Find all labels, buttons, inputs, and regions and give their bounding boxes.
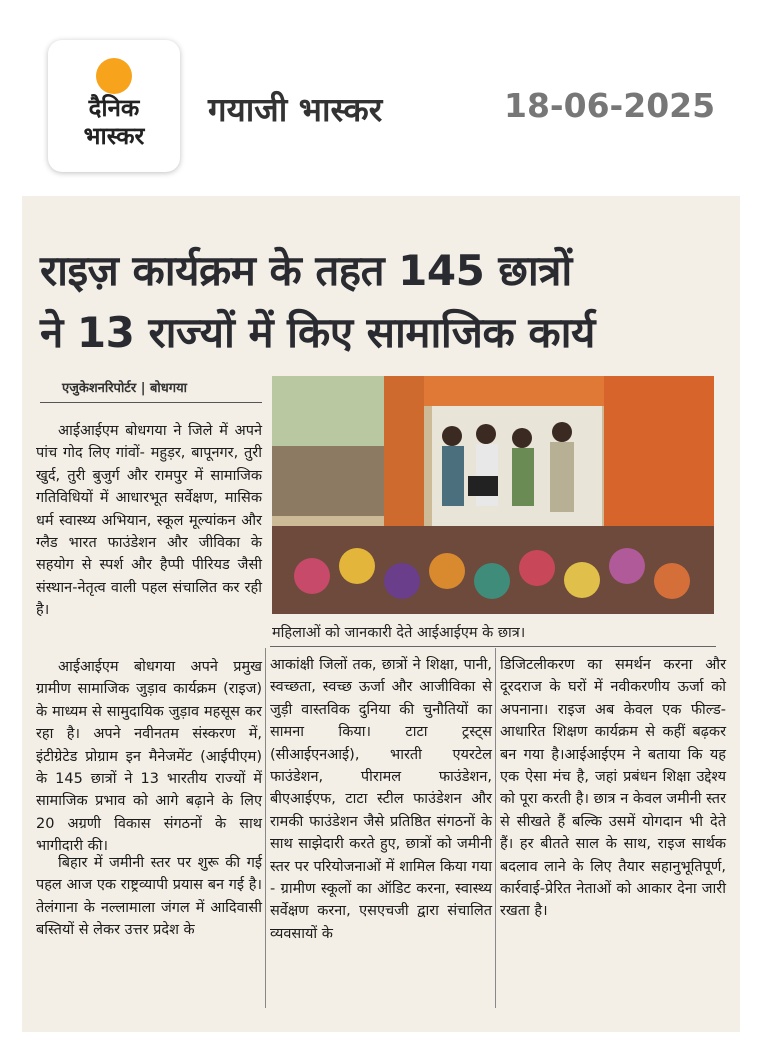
- article-column-2: [270, 654, 492, 945]
- publication-date: 18-06-2025: [504, 86, 716, 125]
- paragraph-3: बिहार में जमीनी स्तर पर शुरू की गई पहल आज एक राष्ट्रव्यापी प्रयास बन गई है। तेलंगाना के नल्लामाला जंगल में आदिवासी बस्तियों से लेकर उत्तर प्रदेश के: [36, 855, 262, 939]
- logo-line2: भास्कर: [83, 122, 145, 150]
- byline-divider: [40, 402, 262, 403]
- photo-caption: महिलाओं को जानकारी देते आईआईएम के छात्र।: [272, 625, 526, 641]
- article-column-1-middle: [36, 656, 262, 858]
- paragraph-2: आईआईएम बोधगया अपने प्रमुख ग्रामीण सामाजिक जुड़ाव कार्यक्रम (राइज) के माध्यम से सामुदायिक जुड़ाव महसूस कर रहा है। अपने नवीनतम संस्करण में, इंटीग्रेटेड प्रोग्राम इन मैनेजमेंट (आईपीएम) के 145 छात्रों ने 13 भारतीय राज्यों में सामाजिक प्रभाव को आगे बढ़ाने के लिए 20 अग्रणी विकास संगठनों के साथ भागीदारी की।: [36, 659, 262, 855]
- headline-line1: राइज़ कार्यक्रम के तहत 145 छात्रों: [40, 246, 572, 295]
- paragraph-4: आकांक्षी जिलों तक, छात्रों ने शिक्षा, पानी, स्वच्छता, स्वच्छ ऊर्जा और आजीविका से जुड़ी वास्तविक दुनिया की चुनौतियों का सामना किया। टाटा ट्रस्ट्स (सीआईएनआई), भारती एयरटेल फाउंडेशन, पीरामल फाउंडेशन, बीएआईएफ, टाटा स्टील फाउंडेशन और रामकी फाउंडेशन जैसे प्रतिष्ठित संगठनों के साथ साझेदारी करते हुए, छात्रों को जमीनी स्तर पर परियोजनाओं में शामिल किया गया - ग्रामीण स्कूलों का ऑडिट करना, स्वास्थ्य सर्वेक्षण करना, एसएचजी द्वारा संचालित व्यवसायों के: [270, 657, 492, 942]
- column-divider-2: [495, 648, 496, 1008]
- newspaper-clipping: [22, 196, 740, 1032]
- article-column-3: [500, 654, 726, 923]
- paragraph-1: आईआईएम बोधगया ने जिले में अपने पांच गोद लिए गांवों- महुड़र, बापूनगर, तुरी खुर्द, तुरी बुजुर्ग और रामपुर में सामाजिक गतिविधियों में आधारभूत सर्वेक्षण, मासिक धर्म स्वास्थ्य अभियान, स्कूल मूल्यांकन और ग्लैड भारत फाउंडेशन और जीविका के सहयोग से स्पर्श और हैप्पी पीरियड जैसी संस्थान-नेतृत्व वाली पहल संचालित कर रही है।: [36, 423, 262, 619]
- headline-line2: ने 13 राज्यों में किए सामाजिक कार्य: [40, 308, 595, 357]
- students-with-women-photo: [272, 376, 714, 614]
- column-divider-1: [265, 648, 266, 1008]
- caption-divider: [270, 646, 716, 647]
- article-photo: [272, 376, 714, 614]
- article-column-1-bottom: [36, 852, 262, 942]
- edition-title: गयाजी भास्कर: [208, 90, 383, 129]
- logo-sun-icon: [96, 58, 132, 94]
- dainik-bhaskar-logo: [48, 40, 180, 172]
- article-column-1-top: [36, 420, 262, 622]
- logo-line1: दैनिक: [88, 94, 140, 122]
- paragraph-5: डिजिटलीकरण का समर्थन करना और दूरदराज के घरों में नवीकरणीय ऊर्जा को अपनाना। राइज अब केवल एक फील्ड-आधारित शिक्षण कार्यक्रम से कहीं बढ़कर बन गया है।आईआईएम ने बताया कि यह एक ऐसा मंच है, जहां प्रबंधन शिक्षा उद्देश्य को पूरा करती है। छात्र न केवल जमीनी स्तर से सीखते हैं बल्कि उसमें योगदान भी देते हैं। हर बीतते साल के साथ, राइज सार्थक बदलाव लाने के लिए तैयार सहानुभूतिपूर्ण, कार्रवाई-प्रेरित नेताओं को आकार देना जारी रखता है।: [500, 657, 726, 920]
- byline: एजुकेशनरिपोर्टर | बोधगया: [62, 381, 187, 396]
